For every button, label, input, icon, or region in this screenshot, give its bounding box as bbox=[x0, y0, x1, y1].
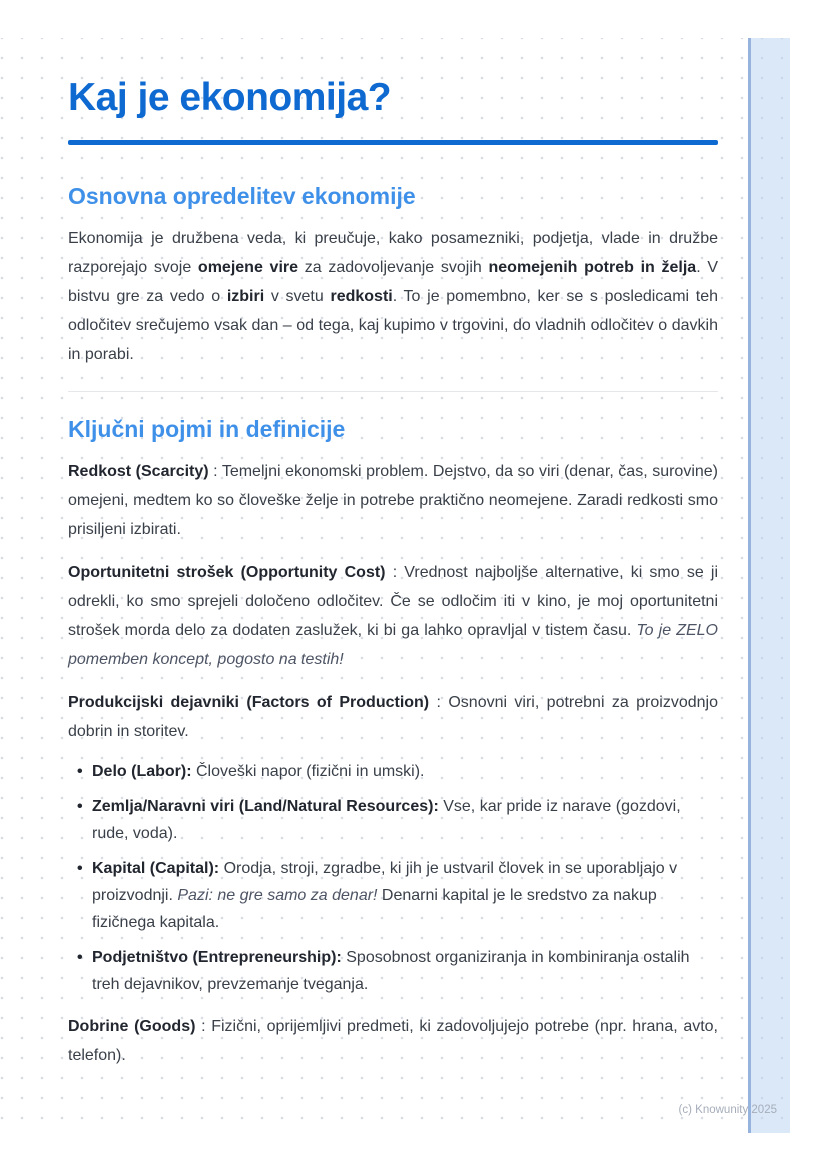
document-page bbox=[0, 38, 790, 1133]
text-run: . To je pomembno, ker se s posledicami teh odločitev srečujemo vsak dan – od tega, kaj kupimo v trgovini, do vladnih odločitev o davkih in porabi. bbox=[68, 288, 719, 363]
list-item bbox=[68, 944, 718, 998]
bold-term: neomejenih potreb in želja bbox=[488, 259, 697, 276]
text-run: Vse, kar pride iz narave (gozdovi, rude, voda). bbox=[92, 798, 681, 842]
list-item bbox=[68, 758, 718, 785]
text-run: : Osnovni viri, potrebni za proizvodnjo dobrin in storitev. bbox=[68, 694, 718, 740]
section-divider bbox=[68, 391, 718, 392]
paragraph bbox=[68, 558, 718, 674]
text-run: za zadovoljevanje svojih bbox=[298, 259, 489, 276]
paragraph bbox=[68, 224, 718, 369]
text-run: : Fizični, oprijemljivi predmeti, ki zadovoljujejo potrebe (npr. hrana, avto, telefon). bbox=[68, 1018, 719, 1064]
paragraph bbox=[68, 1012, 718, 1070]
section-heading: Ključni pojmi in definicije bbox=[68, 416, 346, 442]
text-run: Ekonomija je družbena veda, ki preučuje, kako posamezniki, podjetja, vlade in družbe razporejajo svoje bbox=[68, 230, 718, 276]
text-run: Orodja, stroji, zgradbe, ki jih je ustvaril človek in se uporabljajo v proizvodnji. bbox=[92, 860, 678, 904]
italic-note: Pazi: ne gre samo za denar! bbox=[177, 887, 378, 904]
bold-term: Delo (Labor): bbox=[92, 763, 192, 780]
text-run: Sposobnost organiziranja in kombiniranja ostalih treh dejavnikov, prevzemanje tveganja. bbox=[92, 949, 690, 993]
page-title: Kaj je ekonomija? bbox=[68, 76, 392, 119]
bold-term: omejene vire bbox=[197, 259, 299, 276]
text-run: Denarni kapital je le sredstvo za nakup fizičnega kapitala. bbox=[92, 887, 657, 931]
paragraph bbox=[68, 457, 718, 544]
section-osnovna-opredelitev bbox=[68, 183, 718, 369]
text-run: : Vrednost najboljše alternative, ki smo se ji odrekli, ko smo sprejeli določeno odločitev. Če se odločim iti v kino, je moj oportunitetni strošek morda delo za dodaten zaslužek, ki bi ga lahko opravljal v tistem času. bbox=[68, 564, 718, 639]
bullet-list bbox=[68, 758, 718, 998]
bold-term: Produkcijski dejavniki (Factors of Production) bbox=[68, 694, 430, 711]
italic-note: To je ZELO pomemben koncept, pogosto na testih! bbox=[68, 622, 718, 668]
text-run: . V bistvu gre za vedo o bbox=[68, 259, 719, 305]
text-run: v svetu bbox=[264, 288, 331, 305]
bold-term: Oportunitetni strošek (Opportunity Cost) bbox=[68, 564, 386, 581]
section-blocks bbox=[68, 224, 718, 369]
list-item bbox=[68, 793, 718, 847]
page-content bbox=[0, 38, 790, 1070]
copyright-footer: (c) Knowunity 2025 bbox=[678, 1104, 777, 1116]
paragraph bbox=[68, 688, 718, 746]
bold-term: Redkost (Scarcity) bbox=[68, 463, 209, 480]
text-run: Človeški napor (fizični in umski). bbox=[191, 763, 425, 780]
bold-term: Kapital (Capital): bbox=[92, 860, 220, 877]
section-heading: Osnovna opredelitev ekonomije bbox=[68, 183, 416, 209]
bold-term: Podjetništvo (Entrepreneurship): bbox=[92, 949, 342, 966]
section-blocks bbox=[68, 457, 718, 1070]
bold-term: izbiri bbox=[226, 288, 265, 305]
text-run: : Temeljni ekonomski problem. Dejstvo, da so viri (denar, čas, surovine) omejeni, medtem ko so človeške želje in potrebe praktično neomejene. Zaradi redkosti smo prisiljeni izbirati. bbox=[68, 463, 718, 538]
bold-term: Dobrine (Goods) bbox=[68, 1018, 196, 1035]
bold-term: redkosti bbox=[330, 288, 393, 305]
bold-term: Zemlja/Naravni viri (Land/Natural Resources): bbox=[92, 798, 439, 815]
list-item bbox=[68, 855, 718, 936]
title-divider bbox=[68, 140, 718, 145]
section-kljucni-pojmi bbox=[68, 416, 718, 1070]
